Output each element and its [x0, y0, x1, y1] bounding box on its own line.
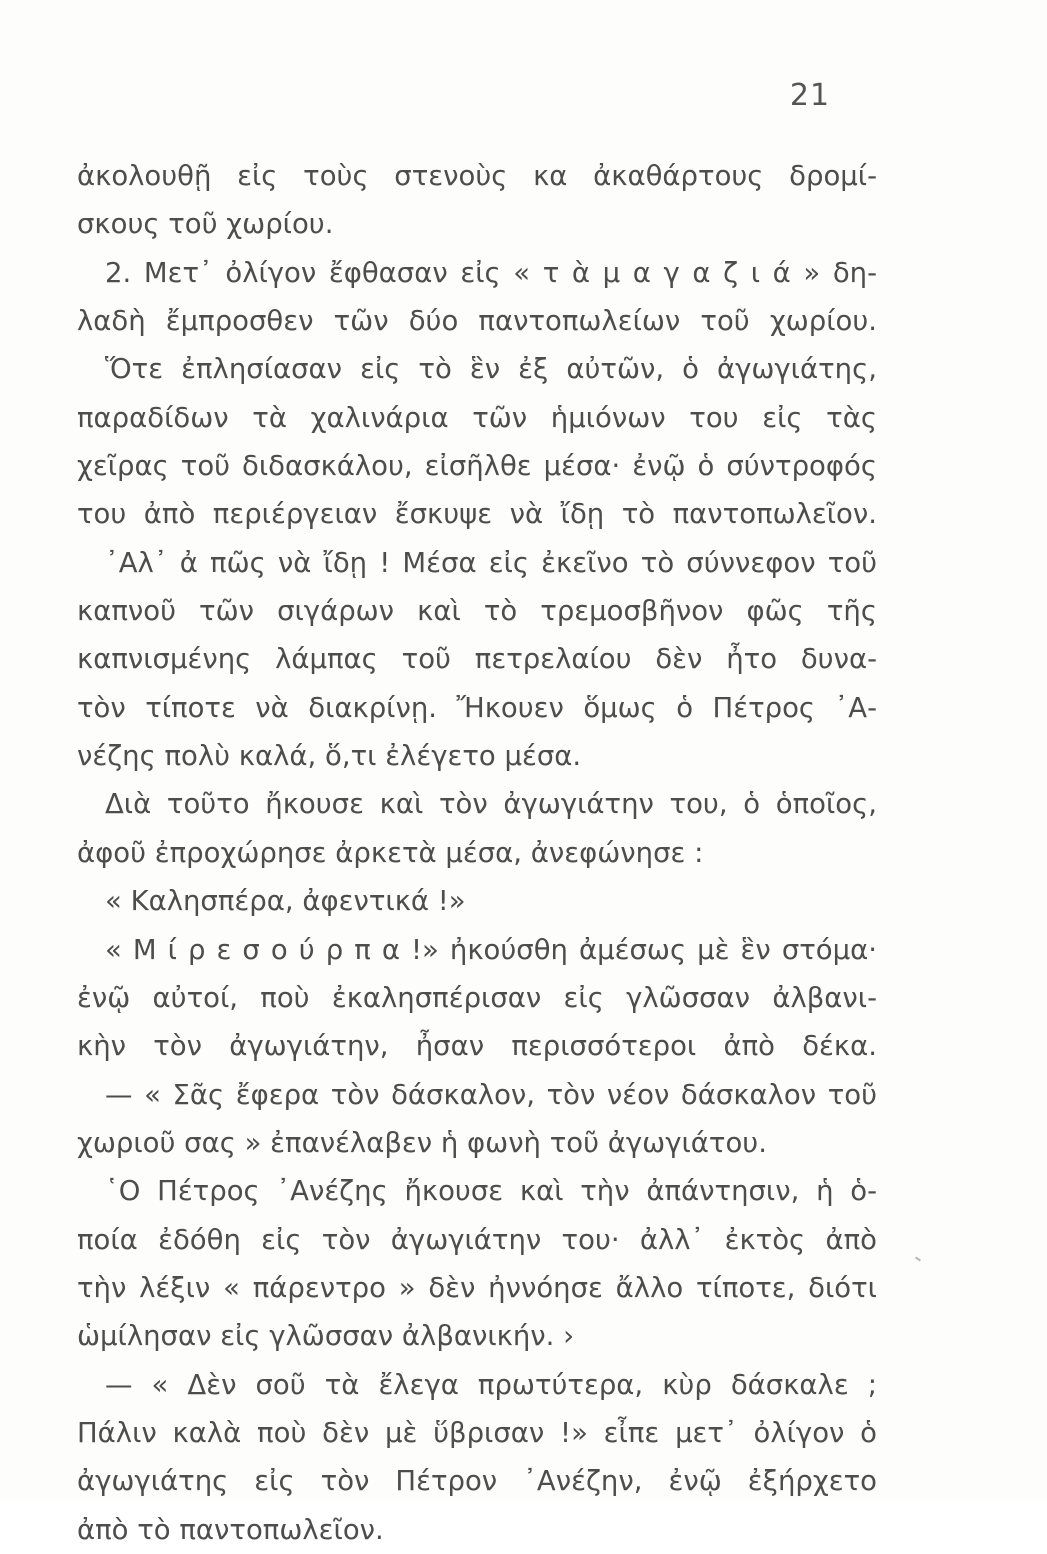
text-line: παραδίδων τὰ χαλινάρια τῶν ἡμιόνων του εἰς τὰς: [77, 401, 877, 434]
text-line: — « Δὲν σοῦ τὰ ἔλεγα πρωτύτερα, κὺρ δάσκαλε ;: [105, 1368, 877, 1401]
text-line: χεῖρας τοῦ διδασκάλου, εἰσῆλθε μέσα· ἐνῷ ὁ σύντροφός: [77, 450, 877, 483]
text-line: ἀφοῦ ἐπροχώρησε ἀρκετὰ μέσα, ἀνεφώνησε :: [77, 836, 704, 869]
text-line: τὴν λέξιν « πάρεντρο » δὲν ἠννόησε ἄλλο τίποτε, διότι: [77, 1271, 877, 1304]
text-line: ποία ἐδόθη εἰς τὸν ἀγωγιάτην του· ἀλλ᾿ ἐκτὸς ἀπὸ: [77, 1223, 877, 1256]
text-line: του ἀπὸ περιέργειαν ἔσκυψε νὰ ἴδῃ τὸ παντοπωλεῖον.: [77, 498, 877, 531]
text-line: « Καλησπέρα, ἀφεντικά !»: [105, 885, 466, 918]
text-line: ᾿Αλ᾿ ἀ πῶς νὰ ἴδῃ ! Μέσα εἰς ἐκεῖνο τὸ σύννεφον τοῦ: [105, 546, 877, 579]
text-line: χωριοῦ σας » ἐπανέλαβεν ἡ φωνὴ τοῦ ἀγωγιάτου.: [77, 1126, 767, 1159]
text-line: καπνισμένης λάμπας τοῦ πετρελαίου δὲν ἦτο δυνα-: [77, 643, 877, 676]
body-text: [77, 152, 877, 1554]
page-number: 21: [789, 78, 831, 113]
text-line: Ὅτε ἐπλησίασαν εἰς τὸ ἓν ἐξ αὐτῶν, ὁ ἀγωγιάτης,: [105, 353, 877, 386]
text-line: Διὰ τοῦτο ἤκουσε καὶ τὸν ἀγωγιάτην του, ὁ ὁποῖος,: [105, 788, 877, 821]
text-line: λαδὴ ἔμπροσθεν τῶν δύο παντοπωλείων τοῦ χωρίου.: [77, 305, 877, 338]
stray-mark: [915, 1256, 921, 1261]
text-line: ἀπὸ τὸ παντοπωλεῖον.: [77, 1513, 384, 1546]
text-line: νέζης πολὺ καλά, ὅ,τι ἐλέγετο μέσα.: [77, 740, 582, 773]
text-line: ὡμίλησαν εἰς γλῶσσαν ἀλβανικήν. ›: [77, 1320, 575, 1353]
text-line: σκους τοῦ χωρίου.: [77, 208, 334, 241]
text-line: κὴν τὸν ἀγωγιάτην, ἦσαν περισσότεροι ἀπὸ δέκα.: [77, 1030, 877, 1063]
text-line: 2. Μετ᾽ ὀλίγον ἔφθασαν εἰς « τ ὰ μ α γ α ζ ι ά » δη-: [105, 256, 877, 289]
text-line: τὸν τίποτε νὰ διακρίνῃ. Ἤκουεν ὅμως ὁ Πέτρος ᾿Α-: [77, 691, 877, 724]
text-line: ἀγωγιάτης εἰς τὸν Πέτρον ᾿Ανέζην, ἐνῷ ἐξήρχετο: [77, 1465, 877, 1498]
text-line: « Μ ί ρ ε σ ο ύ ρ π α !» ἠκούσθη ἀμέσως μὲ ἓν στόμα·: [105, 933, 877, 966]
text-line: ῾Ο Πέτρος ᾿Ανέζης ἤκουσε καὶ τὴν ἀπάντησιν, ἡ ὁ-: [105, 1175, 877, 1208]
text-line: Πάλιν καλὰ ποὺ δὲν μὲ ὕβρισαν !» εἶπε μετ᾿ ὀλίγον ὁ: [77, 1416, 877, 1449]
text-line: καπνοῦ τῶν σιγάρων καὶ τὸ τρεμοσβῆνον φῶς τῆς: [77, 595, 877, 628]
text-line: ἐνῷ αὐτοί, ποὺ ἐκαλησπέρισαν εἰς γλῶσσαν ἀλβανι-: [77, 981, 877, 1014]
text-line: — « Σᾶς ἔφερα τὸν δάσκαλον, τὸν νέον δάσκαλον τοῦ: [105, 1078, 877, 1111]
text-line: ἀκολουθῇ εἰς τοὺς στενοὺς κα ἀκαθάρτους δρομί-: [77, 160, 877, 192]
